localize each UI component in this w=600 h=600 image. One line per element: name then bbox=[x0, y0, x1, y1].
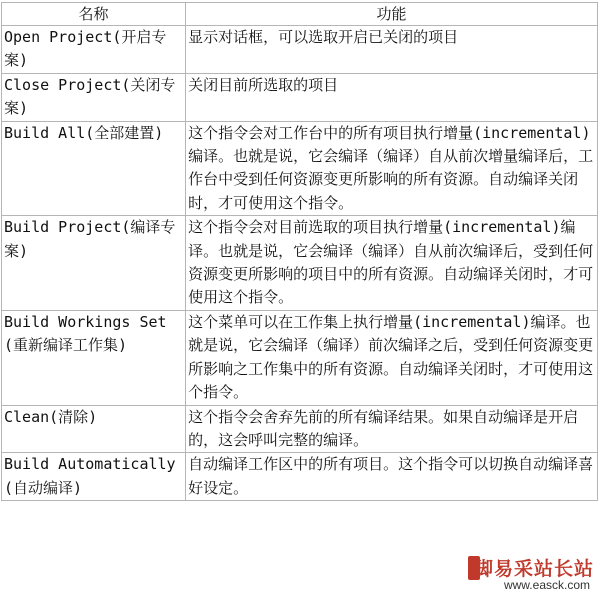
table-row bbox=[2, 26, 598, 74]
header-function: 功能 bbox=[186, 3, 598, 26]
row-function-build-project: 这个指令会对目前选取的项目执行增量(incremental)编译。也就是说，它会编译（编译）自从前次编译后，受到任何资源变更所影响的项目中的所有资源。自动编译关闭时，才可使用这个指令。 bbox=[186, 216, 598, 311]
table-row bbox=[2, 310, 598, 405]
row-function-clean: 这个指令会舍弃先前的所有编译结果。如果自动编译是开启的，这会呼叫完整的编译。 bbox=[186, 405, 598, 453]
table-row bbox=[2, 121, 598, 216]
row-name-build-project: Build Project(编译专案) bbox=[2, 216, 186, 311]
row-function-build-all: 这个指令会对工作台中的所有项目执行增量(incremental)编译。也就是说，它会编译（编译）自从前次增量编译后，工作台中受到任何资源变更所影响的所有资源。自动编译关闭时，才可使用这个指令。 bbox=[186, 121, 598, 216]
header-name: 名称 bbox=[2, 3, 186, 26]
row-name-close-project: Close Project(关闭专案) bbox=[2, 73, 186, 121]
watermark bbox=[468, 554, 596, 596]
table-row bbox=[2, 73, 598, 121]
table-header-row bbox=[2, 3, 598, 26]
row-function-build-working-set: 这个菜单可以在工作集上执行增量(incremental)编译。也就是说，它会编译（编译）前次编译之后，受到任何资源变更所影响之工作集中的所有资源。自动编译关闭时，才可使用这个指令。 bbox=[186, 310, 598, 405]
row-function-build-automatically: 自动编译工作区中的所有项目。这个指令可以切换自动编译喜好设定。 bbox=[186, 453, 598, 501]
table-row bbox=[2, 216, 598, 311]
row-name-build-working-set: Build Workings Set(重新编译工作集) bbox=[2, 310, 186, 405]
row-function-open-project: 显示对话框，可以选取开启已关闭的项目 bbox=[186, 26, 598, 74]
watermark-url: www.easck.com bbox=[503, 578, 590, 592]
row-function-close-project: 关闭目前所选取的项目 bbox=[186, 73, 598, 121]
row-name-clean: Clean(清除) bbox=[2, 405, 186, 453]
row-name-build-automatically: Build Automatically(自动编译) bbox=[2, 453, 186, 501]
row-name-open-project: Open Project(开启专案) bbox=[2, 26, 186, 74]
command-table bbox=[1, 2, 598, 501]
table-row bbox=[2, 405, 598, 453]
row-name-build-all: Build All(全部建置) bbox=[2, 121, 186, 216]
table-row bbox=[2, 453, 598, 501]
watermark-title: 脚易采站长站 bbox=[473, 558, 594, 580]
